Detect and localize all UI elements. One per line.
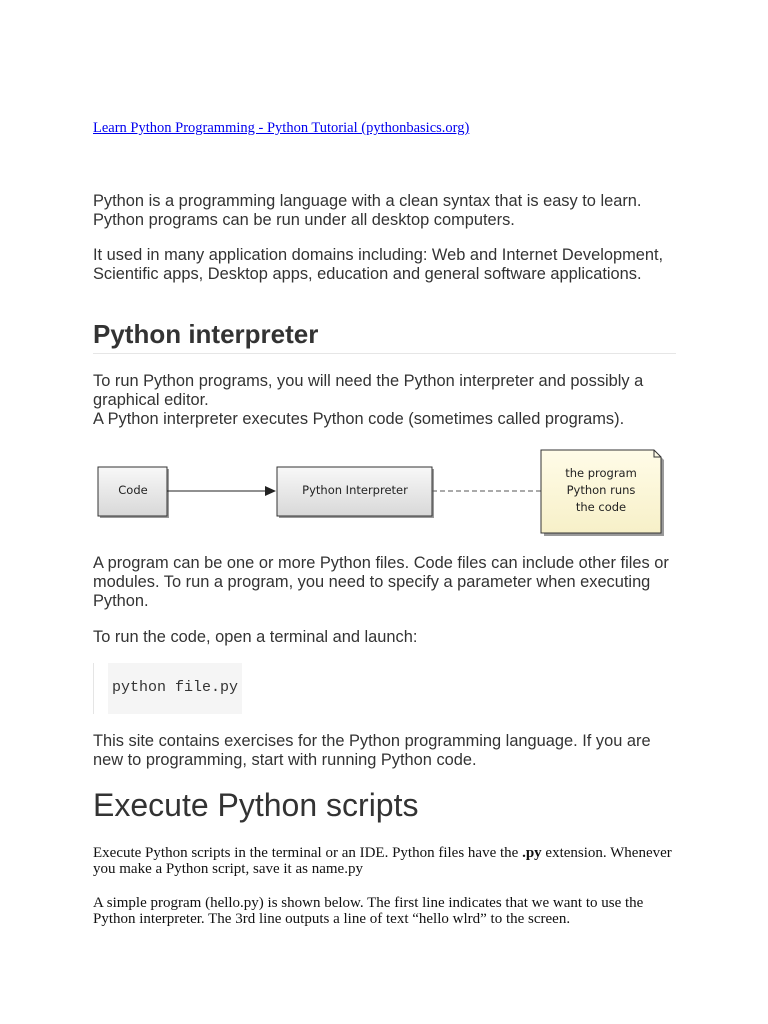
intro-paragraph-1: Python is a programming language with a clean syntax that is easy to learn. Python programs can be run under all desktop computers. [93,192,642,229]
note-box [541,450,664,536]
code-snippet: python file.py [111,679,239,696]
code-box [98,467,169,518]
code-box-label: Code [118,483,148,497]
interpreter-box [277,467,434,518]
interpreter-paragraph-1-line-1: To run Python programs, you will need the Python interpreter and possibly a graphical editor. [93,372,644,409]
execute-paragraph-2: A simple program (hello.py) is shown below. The first line indicates that we want to use the Python interpreter. The 3rd line outputs a line of text “hello wlrd” to the screen. [93,895,644,927]
section-heading-interpreter: Python interpreter [93,319,319,349]
interpreter-paragraph-2: A program can be one or more Python files. Code files can include other files or modules. To run a program, you need to specify a parameter when executing Python. [93,554,669,610]
interpreter-paragraph-1 [93,372,676,429]
arrow-head-icon [265,486,276,496]
py-extension: .py [522,845,542,861]
interpreter-paragraph-3: To run the code, open a terminal and launch: [93,628,418,646]
section-heading-execute: Execute Python scripts [93,787,419,823]
execute-paragraph-1 [93,845,676,877]
execute-paragraph-1-end: extension. Whenever you make a Python script, save it as name.py [93,845,672,877]
note-line-3: the code [575,500,627,514]
interpreter-box-label: Python Interpreter [302,483,408,497]
execute-paragraph-1-start: Execute Python scripts in the terminal or an IDE. Python files have the [93,845,523,861]
intro-paragraph-2: It used in many application domains including: Web and Internet Development, Scientific apps, Desktop apps, education and general software applications. [93,246,664,283]
note-line-1: the program [565,466,637,480]
interpreter-diagram [93,448,676,538]
interpreter-paragraph-4: This site contains exercises for the Python programming language. If you are new to programming, start with running Python code. [93,732,651,769]
source-link[interactable]: Learn Python Programming - Python Tutorial (pythonbasics.org) [93,120,470,136]
note-line-2: Python runs [566,483,636,497]
code-block [93,663,243,714]
heading-divider [93,353,676,354]
code-block-body [108,663,242,714]
interpreter-paragraph-1-line-2: A Python interpreter executes Python code (sometimes called programs). [93,410,625,428]
